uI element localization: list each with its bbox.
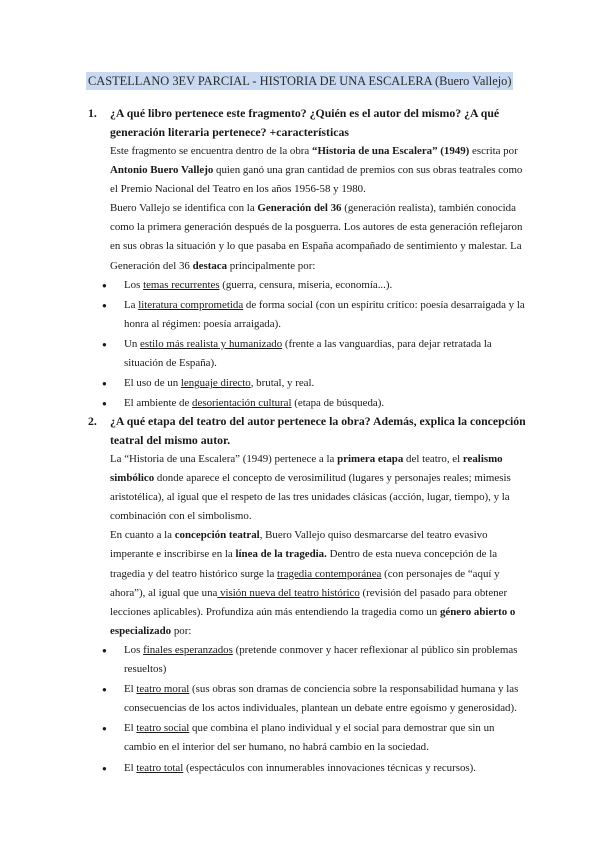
text: El: [124, 722, 137, 735]
bold-term: concepción teatral: [174, 529, 260, 542]
text: La: [124, 298, 139, 311]
question-1-number: 1.: [88, 106, 97, 120]
question-2-number: 2.: [88, 414, 97, 428]
answer-1: [88, 142, 528, 276]
list-item: [124, 394, 528, 413]
underlined-term: temas recurrentes: [143, 278, 220, 291]
list-item: [124, 335, 528, 373]
underlined-term: teatro moral: [136, 683, 190, 696]
bold-term: línea de la tragedia.: [235, 548, 327, 561]
text: Este fragmento se encuentra dentro de la obra: [110, 145, 312, 157]
text: de forma social (con un espíritu crítico: poesía desarraigada y la honra al régimen: poesía arraigada).: [124, 298, 525, 330]
underlined-term: desorientación cultural: [192, 397, 292, 410]
text: El uso de un: [124, 377, 181, 390]
document-title: CASTELLANO 3EV PARCIAL - HISTORIA DE UNA ESCALERA (Buero Vallejo): [88, 74, 512, 88]
text: del teatro, el: [403, 453, 463, 465]
text: principalmente por:: [227, 259, 316, 272]
text: (pretende conmover y hacer reflexionar al público sin problemas resueltos): [124, 643, 518, 676]
book-title: “Historia de una Escalera” (1949): [312, 145, 470, 157]
text: que combina el plano individual y el social para demostrar que sin un cambio en el interior del ser humano, no habrá cambio en la sociedad.: [124, 722, 495, 754]
section-1: [88, 104, 528, 414]
underlined-term: teatro social: [136, 722, 190, 735]
text: por:: [171, 624, 192, 637]
text: , Buero Vallejo quiso desmarcarse del teatro evasivo imperante e inscribirse en la: [110, 529, 488, 561]
list-item: [124, 641, 528, 679]
underlined-term: tragedia contemporánea: [277, 567, 382, 580]
list-item: [124, 719, 528, 757]
list-item: [124, 296, 528, 334]
text: El: [124, 761, 137, 774]
text: Dentro de esta nueva concepción de la tragedia y del teatro histórico surge la: [110, 548, 498, 580]
text: (con personajes de “aquí y ahora”), al igual que una: [110, 567, 500, 599]
section-1-bullet-list: [88, 276, 528, 414]
text: (guerra, censura, miseria, economía...).: [219, 278, 393, 291]
text: (frente a las vanguardias, para dejar retratada la situación de España).: [124, 337, 492, 370]
text: Un: [124, 337, 141, 350]
text: (espectáculos con innumerables innovaciones técnicas y recursos).: [183, 761, 477, 774]
text: Los: [124, 278, 144, 291]
text: quien ganó una gran cantidad de premios con sus obras teatrales como el Premio Nacional del Teatro en los años 1956-58 y 1980.: [110, 164, 523, 196]
text: Buero Vallejo se identifica con la: [110, 202, 258, 215]
underlined-term: literatura comprometida: [138, 298, 244, 311]
text: , brutal, y real.: [250, 377, 315, 390]
text: (generación realista), también conocida como la primera generación después de la posguerra. Los autores de esta generación reflejaron en sus obras la situación y lo que pasaba en España acompañado de sentimiento y malestar. La Generación del 36: [110, 202, 523, 272]
list-item: [124, 759, 528, 778]
text: En cuanto a la: [110, 529, 175, 542]
text: (sus obras son dramas de conciencia sobre la responsabilidad humana y las consecuencias de los actos individuales, plantean un debate entre egoísmo y generosidad).: [124, 683, 519, 715]
list-item: [124, 276, 528, 295]
text: escrita por: [469, 145, 518, 157]
text: (revisión del pasado para obtener lecciones aplicables). Profundiza aún más entendiendo la tragedia como un: [110, 586, 508, 618]
generation-name: Generación del 36: [257, 202, 342, 215]
answer-2: [88, 450, 528, 641]
underlined-term: lenguaje directo: [180, 377, 251, 390]
bold-term: realismo simbólico: [110, 453, 503, 485]
section-2: [88, 412, 528, 779]
answer-1-paragraph-2: [110, 199, 528, 275]
underlined-term: visión nueva del teatro histórico: [217, 586, 360, 599]
underlined-term: estilo más realista y humanizado: [140, 337, 283, 350]
list-item: [124, 680, 528, 718]
question-2: [88, 412, 528, 450]
text: El: [124, 683, 137, 696]
question-1: [88, 104, 528, 142]
text: La “Historia de una Escalera” (1949) pertenece a la: [110, 453, 338, 465]
answer-2-paragraph-2: [110, 526, 528, 641]
underlined-term: finales esperanzados: [143, 643, 233, 656]
question-1-text: ¿A qué libro pertenece este fragmento? ¿Quién es el autor del mismo? ¿A qué generación literaria pertenece? +características: [110, 106, 500, 139]
author-name: Antonio Buero Vallejo: [110, 164, 214, 177]
underlined-term: teatro total: [136, 761, 184, 774]
bold-term: destaca: [192, 259, 228, 272]
bold-term: primera etapa: [337, 453, 404, 465]
answer-2-paragraph-1: [110, 450, 528, 526]
question-2-text: ¿A qué etapa del teatro del autor pertenece la obra? Además, explica la concepción teatral del mismo autor.: [110, 414, 526, 447]
text: (etapa de búsqueda).: [291, 397, 385, 410]
text: Los: [124, 643, 144, 656]
answer-1-paragraph-1: [110, 142, 528, 199]
bold-term: género abierto o especializado: [110, 605, 516, 637]
text: El ambiente de: [124, 397, 193, 410]
list-item: [124, 374, 528, 393]
text: donde aparece el concepto de verosimilitud (lugares y personajes reales; mimesis aristotélica), al igual que el respeto de las tres unidades clásicas (acción, lugar, tiempo), y la combinación con el simbolismo.: [110, 472, 511, 523]
section-2-bullet-list: [88, 641, 528, 778]
